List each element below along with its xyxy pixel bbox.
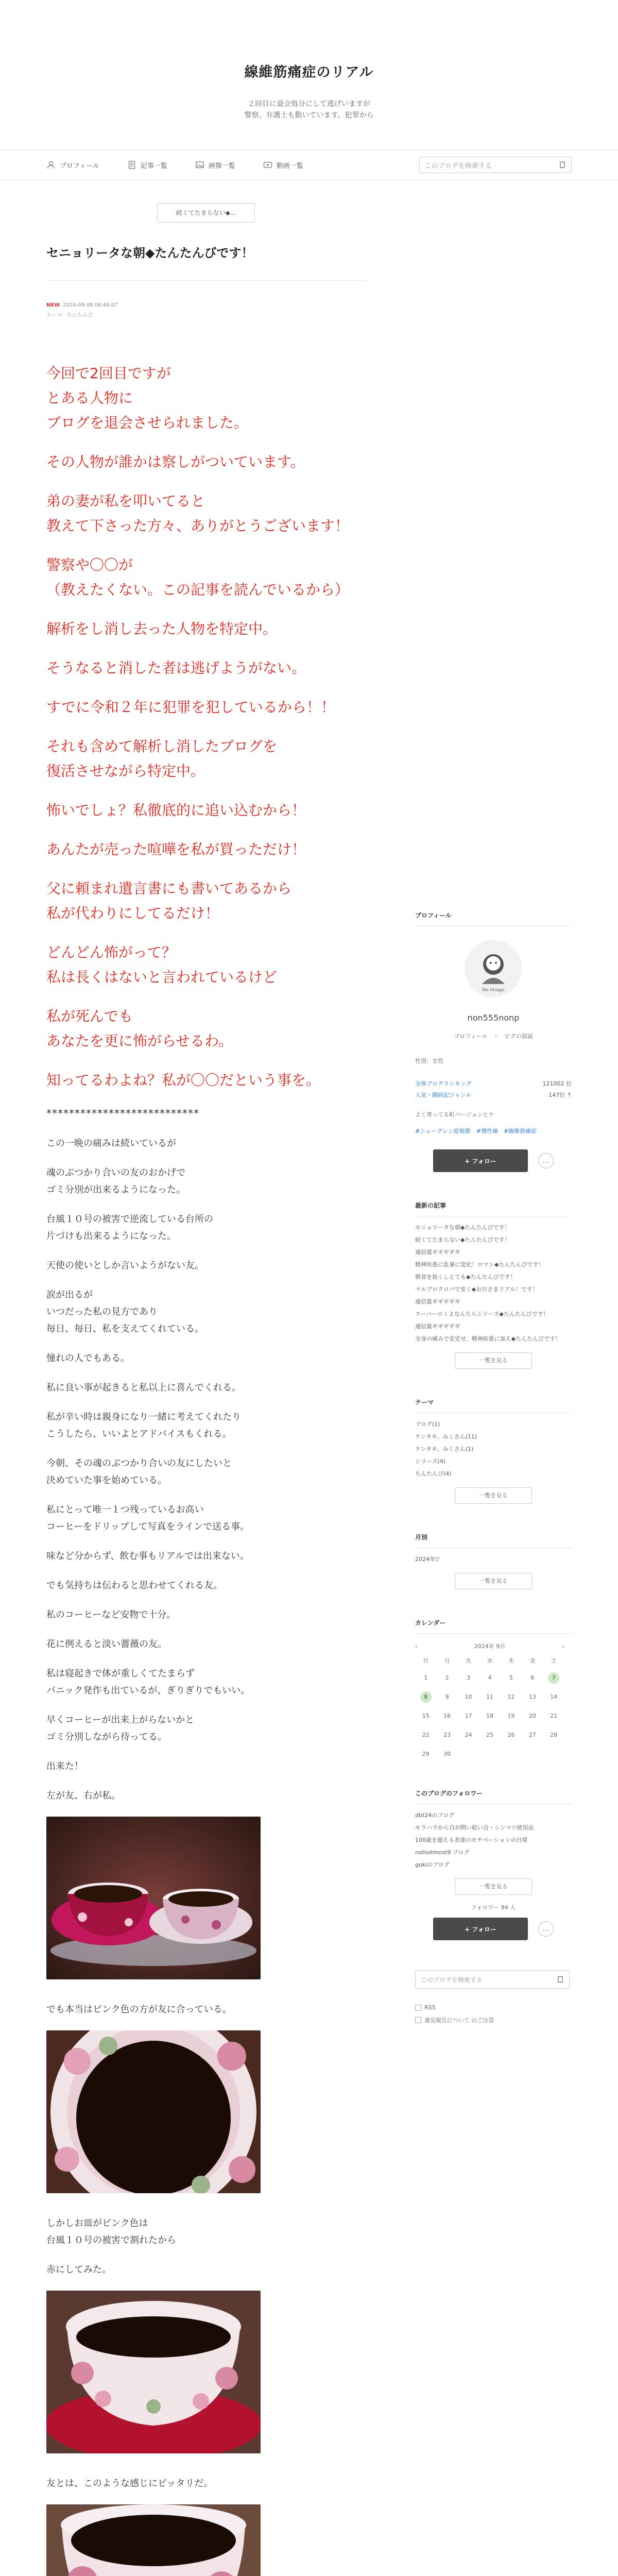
paragraph (46, 450, 366, 474)
text-line: 赤にしてみた。 (46, 2264, 111, 2275)
calendar-day[interactable]: 6 (530, 1674, 535, 1681)
recent-post-link[interactable]: セニョリータな朝◆たんたんびです！ (415, 1224, 510, 1231)
paragraph (46, 1636, 366, 1653)
text-line: 私のコーヒーなど安物で十分。 (46, 1609, 176, 1620)
text-line: 片づけも出来るようになった。 (46, 1231, 176, 1242)
calendar-cell (501, 1730, 522, 1741)
recent-post-link[interactable]: マルプロクロバで安く◆お日さまリアル！です！ (415, 1286, 538, 1293)
rss-link[interactable] (415, 2004, 572, 2011)
recent-post-link[interactable]: 通信量ギギギギギ (415, 1298, 460, 1305)
paragraph (46, 2001, 366, 2018)
calendar-cell (501, 1710, 522, 1722)
text-block (46, 2475, 366, 2492)
site-title[interactable]: 線維筋痛症のリアル (244, 64, 374, 80)
paragraph (46, 876, 366, 926)
page-layout (0, 180, 618, 2576)
calendar-day[interactable]: 9 (445, 1693, 449, 1700)
calendar-day[interactable]: 29 (422, 1751, 430, 1757)
calendar-cell (458, 1691, 479, 1703)
calendar-day[interactable]: 13 (528, 1693, 536, 1700)
calendar-cell (436, 1730, 457, 1741)
text-block (46, 1135, 366, 1804)
calendar-header (415, 1642, 564, 1650)
rss-label: RSS (424, 2004, 436, 2011)
flag-icon (415, 2017, 421, 2023)
sidebar (415, 180, 572, 2576)
text-line: 父に頼まれ遺言書にも書いてあるから (46, 880, 292, 897)
theme-list (415, 1418, 572, 1480)
text-line: 涙が出るが (46, 1290, 93, 1300)
avatar-label: No Image (482, 988, 505, 993)
calendar-day[interactable]: 23 (443, 1732, 451, 1738)
text-line: とある人物に (46, 389, 133, 406)
search-placeholder: このブログを検索する (421, 1976, 483, 1984)
calendar-cell (458, 1710, 479, 1722)
widget-title: このブログのフォロワー (415, 1789, 572, 1804)
calendar-cell (458, 1730, 479, 1741)
calendar-cell (415, 1691, 436, 1703)
search-icon[interactable] (557, 1976, 564, 1983)
nav-label: 画像一覧 (208, 162, 235, 170)
calendar-day[interactable]: 7 (548, 1672, 559, 1684)
ranking-row[interactable] (415, 1078, 572, 1090)
calendar-cell (543, 1710, 564, 1722)
text-block (46, 2215, 366, 2278)
site-description (0, 98, 618, 121)
calendar-day[interactable]: 21 (550, 1713, 558, 1719)
text-line: 教えて下さった方々、ありがとうございます！ (46, 517, 350, 534)
recent-post-link[interactable]: スーパーロミよなんたらシリーズ◆たんたんびです！ (415, 1311, 549, 1317)
paragraph (46, 361, 366, 435)
paragraph (46, 798, 366, 823)
calendar-day[interactable]: 14 (550, 1693, 558, 1700)
text-line: でも本当はピンク色の方が友に合っている。 (46, 2004, 232, 2015)
text-line: それも含めて解析し消したブログを (46, 738, 278, 755)
follower-link[interactable]: nohiotmost9 ブログ (415, 1849, 470, 1856)
profile-name[interactable]: non555nonp (467, 1013, 520, 1023)
calendar-day[interactable]: 5 (509, 1674, 513, 1681)
text-line: 花に例えると淡い薔薇の友。 (46, 1639, 167, 1650)
calendar-cell (543, 1730, 564, 1741)
theme-link[interactable]: ケンタキ、みくさん(11) (415, 1433, 477, 1440)
toc-button[interactable]: 続くてたまらない◆... (157, 203, 255, 223)
recent-post-link[interactable]: 精神疾患に乱暴に変化！ロマン◆たんたんびです！ (415, 1261, 544, 1268)
text-line: 今回で2回目ですが (46, 365, 171, 382)
ranking-list (415, 1078, 572, 1101)
follower-link[interactable]: モラハラから自が問い乾い合・シンマツ使用法 (415, 1824, 534, 1831)
text-line: でも気持ちは伝わると思わせてくれる友。 (46, 1580, 222, 1591)
calendar-cell (522, 1730, 543, 1741)
text-line: ゴミ分別しながら待ってる。 (46, 1732, 167, 1742)
view-all-button[interactable]: 一覧を見る (455, 1352, 532, 1369)
calendar-grid (415, 1656, 564, 1760)
text-line: 早くコーヒーが出来上がらないかと (46, 1715, 195, 1725)
paragraph (46, 1068, 366, 1093)
rss-icon (415, 2005, 421, 2011)
text-line: こうしたら、いいよとアドバイスもくれる。 (46, 1429, 232, 1439)
calendar-cell (415, 1749, 436, 1760)
calendar-cell (415, 1672, 436, 1684)
report-label: 違反報告について のご注意 (424, 2017, 494, 2024)
calendar-cell (436, 1672, 457, 1684)
follow-button[interactable]: + フォロー (433, 1918, 528, 1940)
nav-label: プロフィール (60, 162, 99, 170)
calendar-day[interactable]: 3 (467, 1674, 471, 1681)
report-link[interactable] (415, 2016, 572, 2024)
calendar-cell (479, 1730, 500, 1741)
paragraph (46, 489, 366, 538)
paragraph (46, 1577, 366, 1594)
paragraph (46, 2475, 366, 2492)
calendar-cell (479, 1710, 500, 1722)
calendar-next-icon[interactable]: › (562, 1642, 564, 1650)
text-line: 私が死んでも (46, 1008, 133, 1025)
text-block (46, 2001, 366, 2018)
text-line: 私が辛い時は親身になり一緒に考えてくれたり (46, 1412, 241, 1422)
nav-label: 記事一覧 (140, 162, 167, 170)
widget-title: 月別 (415, 1533, 572, 1548)
ranking-value: 147位 ↑ (548, 1092, 572, 1098)
calendar-weekday: 金 (529, 1657, 536, 1664)
text-line: 友とは、このような感じにピッタリだ。 (46, 2478, 213, 2489)
text-line: すでに令和２年に犯罪を犯しているから！！ (46, 699, 335, 716)
follower-link[interactable]: 100歳を超える者達のモチベーションの日常 (415, 1837, 528, 1843)
nav-profile[interactable] (46, 160, 99, 170)
post-body (46, 361, 366, 2576)
text-line: 毎日、毎日、私を支えてくれている。 (46, 1324, 204, 1334)
text-line: 今朝、その魂のぶつかり合いの友にしたいと (46, 1458, 232, 1469)
paragraph (46, 1257, 366, 1274)
main-content (46, 180, 366, 2576)
post-meta (46, 300, 366, 321)
calendar-cell (522, 1710, 543, 1722)
recent-post-link[interactable]: 続くてたまらない◆たんたんびです！ (415, 1236, 510, 1243)
calendar-weekday: 日 (423, 1657, 429, 1664)
text-line: あなたを更に怖がらせるわ。 (46, 1032, 233, 1049)
recent-posts-widget (415, 1201, 572, 1369)
search-icon[interactable] (559, 161, 566, 168)
calendar-month: 2024年 9月 (474, 1643, 506, 1650)
widget-title: カレンダー (415, 1618, 572, 1634)
text-line: どんどん怖がって？ (46, 944, 177, 961)
site-description-line: 警察、弁護士も動いています。犯罪から (244, 111, 374, 120)
follow-note: よく寄ってる町バージョンとケ (415, 1111, 494, 1118)
calendar-cell (436, 1691, 457, 1703)
theme-widget (415, 1398, 572, 1504)
red-text-block (46, 361, 366, 1093)
paragraph (46, 837, 366, 862)
ranking-row[interactable] (415, 1090, 572, 1101)
paragraph (46, 1135, 366, 1152)
calendar-weekday: 月 (444, 1657, 450, 1664)
text-line: 私に良い事が起きると私以上に喜んでくれる。 (46, 1382, 241, 1393)
hashtag-links[interactable]: #シェーグレン症候群 #慢性痛 #線維筋痛症 (415, 1128, 537, 1134)
ranking-label: 全体ブログランキング (415, 1080, 472, 1087)
calendar-day[interactable]: 24 (465, 1732, 472, 1738)
text-line: 天使の使いとしか言いようがない友。 (46, 1260, 204, 1271)
paragraph (46, 695, 366, 720)
calendar-cell (415, 1730, 436, 1741)
new-badge: NEW (46, 302, 60, 308)
follower-link[interactable]: gokiのブログ (415, 1861, 450, 1868)
text-line: （教えたくない。この記事を読んでいるから） (46, 581, 350, 598)
paragraph (46, 1758, 366, 1775)
calendar-day[interactable]: 22 (422, 1732, 430, 1738)
calendar-weekday: 土 (551, 1657, 557, 1664)
paragraph (46, 1350, 366, 1367)
recent-post-link[interactable]: 通信量ギギギギギ (415, 1249, 460, 1256)
paragraph (46, 1004, 366, 1054)
ranking-value: 121002 位 (542, 1080, 572, 1087)
calendar-day[interactable]: 27 (528, 1732, 536, 1738)
calendar-day[interactable]: 2 (445, 1674, 449, 1681)
nav-articles[interactable] (127, 160, 167, 170)
profile-links[interactable]: プロフィール ・ ピグの部屋 (454, 1033, 533, 1040)
paragraph (46, 1409, 366, 1443)
calendar-cell (501, 1691, 522, 1703)
recent-posts-list (415, 1222, 572, 1345)
calendar-day[interactable]: 28 (550, 1732, 558, 1738)
calendar-day[interactable]: 4 (488, 1674, 492, 1681)
header-search-input[interactable] (419, 157, 572, 173)
calendar-cell (522, 1672, 543, 1684)
calendar-widget (415, 1618, 572, 1760)
nav-videos[interactable] (263, 160, 303, 170)
calendar-cell (479, 1691, 500, 1703)
paragraph (46, 1787, 366, 1804)
archive-widget (415, 1533, 572, 1589)
video-icon (263, 160, 272, 170)
text-line: 警察や〇〇が (46, 556, 133, 573)
text-line: 出来た！ (46, 1761, 83, 1772)
text-line: 左が友、右が私。 (46, 1790, 121, 1801)
calendar-cell (415, 1710, 436, 1722)
paragraph (46, 617, 366, 641)
calendar-weekday: 火 (466, 1657, 472, 1664)
coffee-photo[interactable] (46, 2030, 261, 2193)
paragraph (46, 1211, 366, 1245)
calendar-day[interactable]: 30 (443, 1751, 451, 1757)
calendar-cell (522, 1691, 543, 1703)
paragraph (46, 1164, 366, 1198)
paragraph (46, 1548, 366, 1565)
widget-title: 最新の記事 (415, 1201, 572, 1216)
calendar-day[interactable]: 26 (507, 1732, 515, 1738)
calendar-weekday: 木 (508, 1657, 514, 1664)
widget-title: プロフィール (415, 911, 572, 926)
calendar-cell (501, 1672, 522, 1684)
calendar-day[interactable]: 11 (486, 1693, 493, 1700)
text-line: 味など分からず、飲む事もリアルでは出来ない。 (46, 1551, 249, 1562)
recent-post-link[interactable]: 通信量ギギギギギ (415, 1323, 460, 1330)
site-header (0, 0, 618, 149)
profile-gender: 性別：女性 (415, 1058, 443, 1064)
text-line: しかしお皿がピンク色は (46, 2218, 148, 2229)
profile-widget (415, 911, 572, 1172)
calendar-day[interactable]: 17 (465, 1713, 472, 1719)
paragraph (46, 1711, 366, 1745)
text-line: 弟の妻が私を叩いてると (46, 493, 205, 510)
paragraph (46, 1455, 366, 1489)
image-icon (195, 160, 204, 170)
follower-link[interactable]: dbt24のブログ (415, 1812, 455, 1819)
search-placeholder: このブログを検索する (425, 162, 492, 170)
text-line: 魂のぶつかり合いの友のおかげで (46, 1167, 185, 1178)
text-line: あんたが売った喧嘩を私が買っただけ！ (46, 841, 306, 858)
theme-link[interactable]: シリーズ(4) (415, 1458, 446, 1465)
archive-link[interactable]: 2024年▽ (415, 1556, 440, 1563)
paragraph (46, 1665, 366, 1699)
follow-row (415, 1918, 572, 1940)
text-line: 台風１０号の被害で逆流している台所の (46, 1214, 213, 1225)
theme-link[interactable]: ブログ(1) (415, 1421, 440, 1428)
paragraph (46, 734, 366, 784)
text-line: そうなると消した者は逃げようがない。 (46, 659, 306, 676)
divider (46, 280, 366, 281)
post-datetime: 2024-09-08 08:46:07 (63, 302, 118, 308)
archive-list (415, 1553, 572, 1566)
global-nav (0, 149, 618, 180)
text-line: この一晩の痛みは続いているが (46, 1138, 176, 1149)
nav-label: 動画一覧 (276, 162, 303, 170)
followers-widget (415, 1789, 572, 1940)
calendar-day[interactable]: 16 (443, 1713, 451, 1719)
text-line: 私にとって唯一１つ残っているお高い (46, 1504, 204, 1515)
calendar-day[interactable]: 18 (486, 1713, 493, 1719)
document-icon (127, 160, 136, 170)
calendar-cell (436, 1710, 457, 1722)
nav-images[interactable] (195, 160, 235, 170)
paragraph (46, 553, 366, 602)
text-line: コーヒーをドリップして写真をラインで送る事。 (46, 1521, 250, 1532)
text-line: いつだった私の見方であり (46, 1307, 158, 1317)
recent-post-link[interactable]: 全身の痛みで安定せ、精神疾患に加え◆たんたんびです！ (415, 1335, 561, 1342)
text-line: ゴミ分別が出来るようになった。 (46, 1184, 185, 1195)
calendar-cell (458, 1672, 479, 1684)
view-all-button[interactable]: 一覧を見る (455, 1573, 532, 1589)
paragraph (46, 940, 366, 990)
recent-post-link[interactable]: 朝食を抜くしとても◆たんたんびです！ (415, 1274, 516, 1280)
follow-row (415, 1149, 572, 1172)
ranking-label: 人気・闘病記ジャンル (415, 1092, 472, 1098)
text-line: パニック発作も出ているが、ぎりぎりでもいい。 (46, 1685, 250, 1696)
calendar-day[interactable]: 12 (507, 1693, 515, 1700)
text-line: 私が代わりにしてるだけ！ (46, 905, 220, 922)
text-line: 怖いでしょ？私徹底的に追い込むから！ (46, 802, 306, 819)
text-line: 復活させながら特定中。 (46, 762, 205, 779)
view-all-button[interactable]: 一覧を見る (455, 1487, 532, 1504)
text-line: 知ってるわよね？私が〇〇だという事を。 (46, 1072, 321, 1089)
calendar-day[interactable]: 25 (486, 1732, 493, 1738)
calendar (415, 1642, 564, 1760)
paragraph (46, 1379, 366, 1396)
theme-link[interactable]: ケンタキ、みくさん(1) (415, 1446, 474, 1452)
calendar-cell (436, 1749, 457, 1760)
follow-button[interactable]: + フォロー (433, 1149, 528, 1172)
text-line: 私は寝起きで体が重しくてたまらず (46, 1668, 195, 1679)
text-line: 憧れの人でもある。 (46, 1353, 130, 1364)
post-theme-link[interactable]: テーマ：ちんたんぴ (46, 313, 93, 318)
avatar[interactable] (465, 940, 522, 997)
calendar-cell (543, 1691, 564, 1703)
calendar-cell (479, 1672, 500, 1684)
text-line: 決めていた事を始めている。 (46, 1475, 167, 1486)
text-line: ブログを退会させられました。 (46, 414, 249, 431)
more-options-icon[interactable]: … (538, 1921, 554, 1937)
post-title[interactable]: セニョリータな朝◆たんたんびです！ (46, 246, 254, 260)
text-line: 私は長くはないと言われているけど (46, 969, 278, 986)
calendar-weekday: 水 (487, 1657, 493, 1664)
coffee-photo[interactable] (46, 2291, 261, 2453)
paragraph (46, 1501, 366, 1535)
text-line: 台風１０号の被害で割れたから (46, 2235, 176, 2246)
calendar-day[interactable]: 19 (507, 1713, 515, 1719)
text-line: その人物が誰かは察しがついています。 (46, 453, 305, 470)
followers-list (415, 1809, 572, 1871)
calendar-day[interactable]: 1 (424, 1674, 428, 1681)
paragraph (46, 1606, 366, 1623)
more-options-icon[interactable]: … (538, 1153, 554, 1168)
theme-link[interactable]: ちんたんぴ(4) (415, 1470, 452, 1477)
widget-title: テーマ (415, 1398, 572, 1413)
calendar-day[interactable]: 8 (420, 1691, 432, 1703)
calendar-day[interactable]: 10 (465, 1693, 472, 1700)
follower-count: フォロワー 94 人 (471, 1904, 516, 1911)
paragraph (46, 1286, 366, 1337)
calendar-cell (543, 1672, 564, 1684)
view-all-button[interactable]: 一覧を見る (455, 1878, 532, 1895)
site-description-line: ２回目に退会処分にして逃げいますが (248, 100, 370, 108)
text-line: 解析をし消し去った人物を特定中。 (46, 620, 278, 637)
person-icon (46, 160, 56, 170)
paragraph (46, 2261, 366, 2278)
paragraph (46, 656, 366, 681)
coffee-photo[interactable] (46, 2504, 261, 2576)
paragraph (46, 2215, 366, 2249)
separator-stars: *************************** (46, 1107, 199, 1120)
coffee-photo[interactable] (46, 1817, 261, 1979)
calendar-day[interactable]: 20 (528, 1713, 536, 1719)
calendar-prev-icon[interactable]: ‹ (415, 1642, 418, 1650)
sidebar-search-input[interactable] (415, 1970, 570, 1989)
calendar-day[interactable]: 15 (422, 1713, 430, 1719)
